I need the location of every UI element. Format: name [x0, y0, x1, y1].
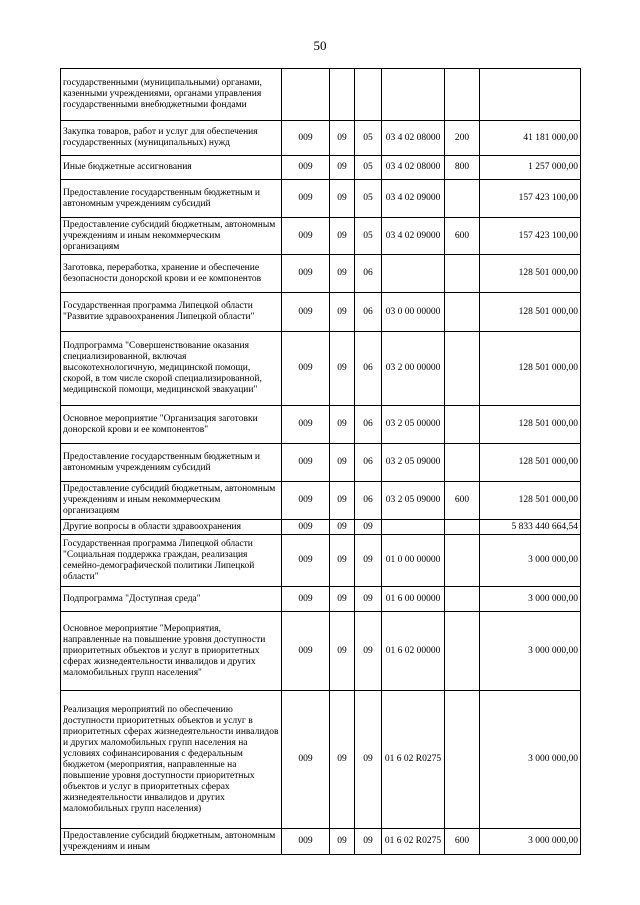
row-vr: 200 — [445, 121, 480, 156]
row-ved: 009 — [282, 293, 330, 332]
row-vr: 600 — [445, 218, 480, 255]
row-amount: 1 257 000,00 — [480, 156, 581, 180]
row-pr: 06 — [355, 482, 382, 520]
row-rz: 09 — [330, 829, 355, 855]
row-csr: 01 6 02 00000 — [382, 612, 445, 691]
row-name: Предоставление государственным бюджетным и автономным учреждениям субсидий — [61, 180, 282, 218]
row-pr: 09 — [355, 691, 382, 829]
row-ved: 009 — [282, 180, 330, 218]
row-pr: 09 — [355, 829, 382, 855]
row-ved: 009 — [282, 444, 330, 482]
row-amount: 5 833 440 664,54 — [480, 520, 581, 535]
row-vr — [445, 406, 480, 444]
row-vr: 600 — [445, 829, 480, 855]
row-pr: 09 — [355, 520, 382, 535]
row-pr: 05 — [355, 121, 382, 156]
row-name: Предоставление государственным бюджетным и автономным учреждениям субсидий — [61, 444, 282, 482]
row-csr: 03 2 05 09000 — [382, 444, 445, 482]
table-row — [61, 587, 581, 612]
row-pr: 05 — [355, 218, 382, 255]
row-ved: 009 — [282, 520, 330, 535]
row-amount: 3 000 000,00 — [480, 535, 581, 587]
row-rz — [330, 69, 355, 121]
table-row — [61, 520, 581, 535]
table-row — [61, 535, 581, 587]
row-rz: 09 — [330, 520, 355, 535]
table-row — [61, 829, 581, 855]
row-rz: 09 — [330, 587, 355, 612]
row-csr — [382, 520, 445, 535]
row-csr: 03 4 02 09000 — [382, 218, 445, 255]
row-name: Другие вопросы в области здравоохранения — [61, 520, 282, 535]
row-pr: 06 — [355, 332, 382, 406]
table-row — [61, 444, 581, 482]
row-rz: 09 — [330, 691, 355, 829]
row-vr — [445, 293, 480, 332]
row-rz: 09 — [330, 406, 355, 444]
row-vr — [445, 520, 480, 535]
table-row — [61, 69, 581, 121]
row-name: Предоставление субсидий бюджетным, автономным учреждениям и иным некоммерческим организациям — [61, 482, 282, 520]
row-csr — [382, 255, 445, 293]
row-rz: 09 — [330, 180, 355, 218]
row-amount: 3 000 000,00 — [480, 829, 581, 855]
row-pr: 05 — [355, 180, 382, 218]
row-vr: 800 — [445, 156, 480, 180]
row-amount: 128 501 000,00 — [480, 293, 581, 332]
row-rz: 09 — [330, 156, 355, 180]
row-ved: 009 — [282, 255, 330, 293]
row-name: Подпрограмма "Совершенствование оказания специализированной, включая высокотехнологичную, медицинской помощи, скорой, в том числе скорой специализированной, медицинской помощи, медицинской эвакуации" — [61, 332, 282, 406]
table-row — [61, 612, 581, 691]
row-ved: 009 — [282, 332, 330, 406]
table-row — [61, 691, 581, 829]
row-name: Заготовка, переработка, хранение и обеспечение безопасности донорской крови и ее компонентов — [61, 255, 282, 293]
row-name: Государственная программа Липецкой области "Развитие здравоохранения Липецкой области" — [61, 293, 282, 332]
table-row — [61, 482, 581, 520]
row-pr: 06 — [355, 255, 382, 293]
row-vr — [445, 612, 480, 691]
row-vr — [445, 587, 480, 612]
row-csr: 03 4 02 08000 — [382, 121, 445, 156]
row-name: Предоставление субсидий бюджетным, автономным учреждениям и иным некоммерческим организациям — [61, 218, 282, 255]
row-name: Основное мероприятие "Мероприятия, направленные на повышение уровня доступности приоритетных объектов и услуг в приоритетных сферах жизнедеятельности инвалидов и других маломобильных групп населения" — [61, 612, 282, 691]
row-csr: 03 4 02 08000 — [382, 156, 445, 180]
row-csr: 03 2 00 00000 — [382, 332, 445, 406]
row-rz: 09 — [330, 293, 355, 332]
row-pr: 09 — [355, 587, 382, 612]
row-vr — [445, 691, 480, 829]
row-name: государственными (муниципальными) органами, казенными учреждениями, органами управления государственными внебюджетными фондами — [61, 69, 282, 121]
row-amount: 128 501 000,00 — [480, 255, 581, 293]
row-name: Государственная программа Липецкой области "Социальная поддержка граждан, реализация семейно-демографической политики Липецкой области" — [61, 535, 282, 587]
row-pr: 05 — [355, 156, 382, 180]
table-row — [61, 332, 581, 406]
row-vr: 600 — [445, 482, 480, 520]
row-ved: 009 — [282, 535, 330, 587]
row-pr: 06 — [355, 444, 382, 482]
row-amount: 3 000 000,00 — [480, 587, 581, 612]
row-rz: 09 — [330, 444, 355, 482]
row-name: Подпрограмма "Доступная среда" — [61, 587, 282, 612]
row-name: Закупка товаров, работ и услуг для обеспечения государственных (муниципальных) нужд — [61, 121, 282, 156]
row-ved: 009 — [282, 156, 330, 180]
table-row — [61, 255, 581, 293]
row-ved: 009 — [282, 218, 330, 255]
row-amount: 157 423 100,00 — [480, 218, 581, 255]
row-csr: 01 6 02 R0275 — [382, 829, 445, 855]
row-rz: 09 — [330, 121, 355, 156]
row-pr: 09 — [355, 535, 382, 587]
row-pr: 09 — [355, 612, 382, 691]
row-csr: 03 2 05 00000 — [382, 406, 445, 444]
row-amount: 3 000 000,00 — [480, 691, 581, 829]
row-amount: 128 501 000,00 — [480, 332, 581, 406]
row-pr: 06 — [355, 406, 382, 444]
row-vr — [445, 180, 480, 218]
row-vr — [445, 255, 480, 293]
row-csr: 01 6 02 R0275 — [382, 691, 445, 829]
row-ved: 009 — [282, 612, 330, 691]
row-rz: 09 — [330, 255, 355, 293]
row-pr: 06 — [355, 293, 382, 332]
table-row — [61, 218, 581, 255]
row-amount: 41 181 000,00 — [480, 121, 581, 156]
row-name: Реализация мероприятий по обеспечению доступности приоритетных объектов и услуг в приоритетных сферах жизнедеятельности инвалидов и других маломобильных групп населения на условиях софинансирования с федеральным бюджетом (мероприятия, направленные на повышение уровня доступности приоритетных объектов и услуг в приоритетных сферах жизнедеятельности инвалидов и других маломобильных групп населения) — [61, 691, 282, 829]
row-rz: 09 — [330, 535, 355, 587]
row-ved: 009 — [282, 587, 330, 612]
row-amount — [480, 69, 581, 121]
row-csr: 03 4 02 09000 — [382, 180, 445, 218]
row-name: Иные бюджетные ассигнования — [61, 156, 282, 180]
row-rz: 09 — [330, 332, 355, 406]
table-row — [61, 156, 581, 180]
row-vr — [445, 332, 480, 406]
row-vr — [445, 444, 480, 482]
row-ved: 009 — [282, 482, 330, 520]
row-ved — [282, 69, 330, 121]
table-row — [61, 121, 581, 156]
table-row — [61, 406, 581, 444]
row-csr — [382, 69, 445, 121]
row-csr: 03 2 05 09000 — [382, 482, 445, 520]
row-name: Предоставление субсидий бюджетным, автономным учреждениям и иным — [61, 829, 282, 855]
row-vr — [445, 535, 480, 587]
row-ved: 009 — [282, 121, 330, 156]
row-amount: 128 501 000,00 — [480, 482, 581, 520]
budget-table — [60, 68, 581, 855]
row-pr — [355, 69, 382, 121]
page-number: 50 — [313, 38, 327, 53]
row-csr: 01 6 00 00000 — [382, 587, 445, 612]
row-csr: 01 0 00 00000 — [382, 535, 445, 587]
row-amount: 3 000 000,00 — [480, 612, 581, 691]
row-ved: 009 — [282, 691, 330, 829]
row-name: Основное мероприятие "Организация заготовки донорской крови и ее компонентов" — [61, 406, 282, 444]
row-vr — [445, 69, 480, 121]
row-rz: 09 — [330, 612, 355, 691]
row-amount: 128 501 000,00 — [480, 444, 581, 482]
row-amount: 128 501 000,00 — [480, 406, 581, 444]
row-amount: 157 423 100,00 — [480, 180, 581, 218]
row-csr: 03 0 00 00000 — [382, 293, 445, 332]
row-ved: 009 — [282, 406, 330, 444]
table-row — [61, 180, 581, 218]
row-rz: 09 — [330, 482, 355, 520]
table-row — [61, 293, 581, 332]
row-rz: 09 — [330, 218, 355, 255]
row-ved: 009 — [282, 829, 330, 855]
